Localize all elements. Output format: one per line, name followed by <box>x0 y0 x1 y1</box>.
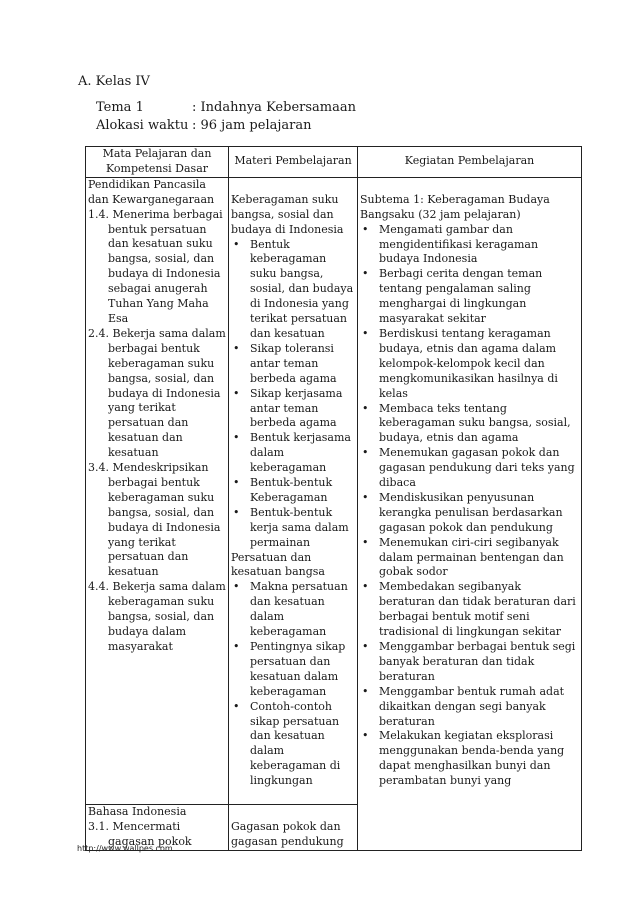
learning-plan-table <box>85 146 582 851</box>
bullet-icon: • <box>362 446 369 460</box>
competency-item: 3.4. Mendeskripsikan berbagai bentuk keberagaman suku bangsa, sosial, dan budaya di Indonesia yang terikat persatuan dan kesatuan <box>88 461 221 579</box>
materi-list-2 <box>231 580 355 789</box>
subject-name: Pendidikan Pancasila dan Kewarganegaraan <box>88 177 215 206</box>
materi-title-2: Persatuan dan kesatuan bangsa <box>231 550 325 579</box>
cell-ppkn-materi <box>229 177 358 804</box>
bullet-icon: • <box>233 237 240 251</box>
materi-title: Gagasan pokok dan gagasan pendukung <box>231 819 344 848</box>
bullet-icon: • <box>233 341 240 355</box>
kegiatan-item: • Berbagi cerita dengan teman tentang pengalaman saling menghargai di lingkungan masyarakat sekitar <box>362 267 543 326</box>
section-heading: A. Kelas IV <box>78 74 150 89</box>
materi-item: • Bentuk-bentuk kerja sama dalam permainan <box>233 505 349 549</box>
bullet-icon: • <box>362 401 369 415</box>
bullet-icon: • <box>233 431 240 445</box>
bullet-icon: • <box>362 684 369 698</box>
kegiatan-list <box>360 223 579 789</box>
bullet-icon: • <box>233 505 240 519</box>
bullet-icon: • <box>233 640 240 653</box>
cell-ppkn-competencies <box>86 177 229 804</box>
materi-item: • Sikap kerjasama antar teman berbeda agama <box>233 386 343 430</box>
kegiatan-title: Subtema 1: Keberagaman Budaya Bangsaku (32 jam pelajaran) <box>360 192 550 221</box>
kegiatan-item: • Mengamati gambar dan mengidentifikasi keragaman budaya Indonesia <box>362 222 539 266</box>
materi-item: • Makna persatuan dan kesatuan dalam keberagaman <box>233 580 348 639</box>
bullet-icon: • <box>362 729 369 743</box>
header-subject: Mata Pelajaran dan Kompetensi Dasar <box>86 147 229 178</box>
bullet-icon: • <box>362 267 369 281</box>
cell-kegiatan <box>358 177 582 850</box>
meta-theme-value: : Indahnya Kebersamaan <box>192 100 356 115</box>
meta-time-value: : 96 jam pelajaran <box>192 118 312 133</box>
materi-item: • Bentuk keberagaman suku bangsa, sosial, dan budaya di Indonesia yang terikat persatuan dan kesatuan <box>233 237 354 340</box>
materi-item: • Bentuk-bentuk Keberagaman <box>233 476 333 504</box>
bullet-icon: • <box>362 535 369 549</box>
kegiatan-item: • Menemukan ciri-ciri segibanyak dalam permainan bentengan dan gobak sodor <box>362 535 564 579</box>
materi-item: • Pentingnya sikap persatuan dan kesatuan dalam keberagaman <box>233 640 346 698</box>
header-kegiatan: Kegiatan Pembelajaran <box>358 147 582 178</box>
bullet-icon: • <box>233 476 240 490</box>
kegiatan-item: • Membedakan segibanyak beraturan dan tidak beraturan dari berbagai bentuk motif seni tradisional di lingkungan sekitar <box>362 580 576 639</box>
materi-title: Keberagaman suku bangsa, sosial dan budaya di Indonesia <box>231 192 344 236</box>
kegiatan-item: • Menggambar bentuk rumah adat dikaitkan dengan segi banyak beraturan <box>362 684 565 728</box>
competency-item: 4.4. Bekerja sama dalam keberagaman suku bangsa, sosial, dan budaya dalam masyarakat <box>88 580 226 653</box>
kegiatan-item: • Berdiskusi tentang keragaman budaya, etnis dan agama dalam kelompok-kelompok kecil dan mengkomunikasikan hasilnya di kelas <box>362 326 558 400</box>
table-header-row <box>86 147 582 178</box>
footer-url: http://www.wallpes.com <box>77 844 173 853</box>
meta-theme-key: Tema 1 <box>96 100 144 115</box>
bullet-icon: • <box>362 326 369 340</box>
kegiatan-item: • Menggambar berbagai bentuk segi banyak beraturan dan tidak beraturan <box>362 640 576 683</box>
meta-theme-row <box>96 100 356 115</box>
kegiatan-item: • Melakukan kegiatan eksplorasi menggunakan benda-benda yang dapat menghasilkan bunyi dan perambatan bunyi yang <box>362 729 565 788</box>
kegiatan-item: • Mendiskusikan penyusunan kerangka penulisan berdasarkan gagasan pokok dan pendukung <box>362 490 563 534</box>
kegiatan-item: • Membaca teks tentang keberagaman suku bangsa, sosial, budaya, etnis dan agama <box>362 401 571 445</box>
header-materi: Materi Pembelajaran <box>229 147 358 178</box>
materi-list <box>231 238 355 551</box>
bullet-icon: • <box>362 640 369 653</box>
meta-time-key: Alokasi waktu <box>96 118 189 133</box>
bullet-icon: • <box>233 699 240 713</box>
bullet-icon: • <box>362 580 369 594</box>
competency-item: 2.4. Bekerja sama dalam berbagai bentuk keberagaman suku bangsa, sosial, dan budaya di Indonesia yang terikat persatuan dan kesatuan dan kesatuan <box>88 326 226 460</box>
bullet-icon: • <box>362 490 369 504</box>
materi-item: • Sikap toleransi antar teman berbeda agama <box>233 341 337 385</box>
table-row-ppkn <box>86 177 582 804</box>
cell-bi-materi <box>229 804 358 850</box>
subject-name: Bahasa Indonesia <box>88 804 187 818</box>
materi-item: • Contoh-contoh sikap persatuan dan kesatuan dalam keberagaman di lingkungan <box>233 699 341 788</box>
competency-item: 1.4. Menerima berbagai bentuk persatuan dan kesatuan suku bangsa, sosial, dan budaya di Indonesia sebagai anugerah Tuhan Yang Maha Esa <box>88 207 223 325</box>
materi-item: • Bentuk kerjasama dalam keberagaman <box>233 431 351 475</box>
meta-time-row <box>96 118 311 133</box>
competency-item: 3.1. Mencermati gagasan pokok <box>88 819 192 848</box>
kegiatan-item: • Menemukan gagasan pokok dan gagasan pendukung dari teks yang dibaca <box>362 446 575 490</box>
bullet-icon: • <box>233 580 240 594</box>
bullet-icon: • <box>233 386 240 400</box>
bullet-icon: • <box>362 222 369 236</box>
